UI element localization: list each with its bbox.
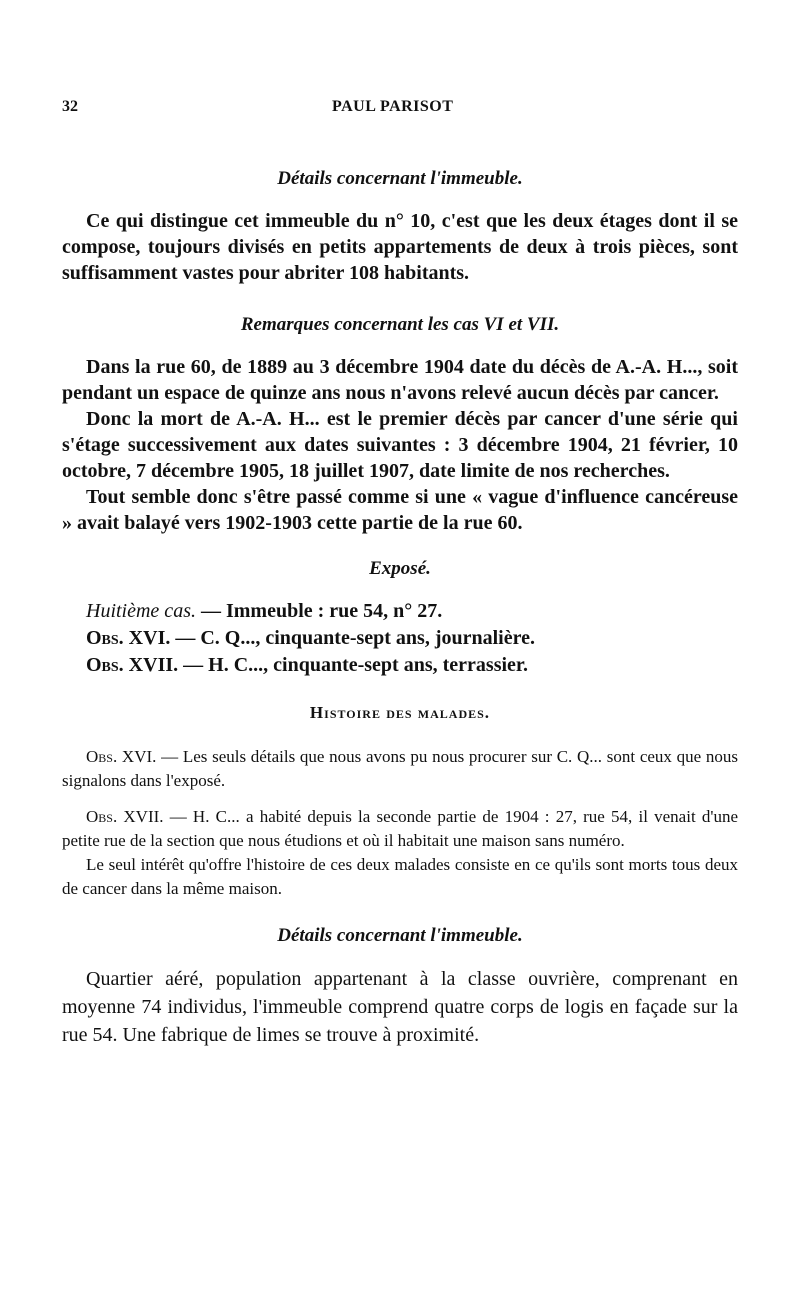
history-observation-17 [62, 805, 738, 853]
paragraph-building-details: Ce qui distingue cet immeuble du n° 10, c'est que les deux étages dont il se compose, toujours divisés en petits appartements de deux à trois pièces, sont suffisamment vastes pour abriter 108 habitants. [62, 210, 738, 284]
history-conclusion: Le seul intérêt qu'offre l'histoire de ces deux malades consiste en ce qu'ils sont morts tous deux de cancer dans la même maison. [62, 855, 738, 898]
history-text-17: — H. C... a habité depuis la seconde partie de 1904 : 27, rue 54, il venait d'une petite rue de la section que nous étudions et où il habitait une maison sans numéro. [62, 807, 738, 850]
observation-text-17: — H. C..., cinquante-sept ans, terrassier. [183, 654, 528, 676]
observation-text-16: — C. Q..., cinquante-sept ans, journalière. [175, 627, 535, 649]
observation-label-16: Obs. XVI. [86, 627, 171, 649]
observation-line-16 [62, 625, 738, 652]
history-observation-16 [62, 745, 738, 793]
paragraph-remarks-3: Tout semble donc s'être passé comme si une « vague d'influence cancéreuse » avait balayé vers 1902-1903 cette partie de la rue 60. [62, 486, 738, 534]
book-page [62, 98, 738, 1049]
paragraph-building-details-2: Quartier aéré, population appartenant à la classe ouvrière, comprenant en moyenne 74 individus, l'immeuble comprend quatre corps de logis en façade sur la rue 54. Une fabrique de limes se trouve à proximité. [62, 968, 738, 1046]
observation-label-17: Obs. XVII. [86, 654, 179, 676]
section-heading-remarks: Remarques concernant les cas VI et VII. [240, 314, 560, 335]
section-heading-building-details: Détails concernant l'immeuble. [277, 168, 523, 189]
case-text: — Immeuble : rue 54, n° 27. [200, 600, 443, 622]
running-head [62, 98, 738, 128]
case-label: Huitième cas. [86, 600, 196, 622]
history-label-17: Obs. XVII. [86, 807, 164, 826]
paragraph-remarks-1: Dans la rue 60, de 1889 au 3 décembre 1904 date du décès de A.-A. H..., soit pendant un espace de quinze ans nous n'avons relevé aucun décès par cancer. [62, 356, 738, 404]
section-heading-patient-history: Histoire des malades. [309, 703, 491, 722]
observation-line-17 [62, 652, 738, 679]
history-text-16: — Les seuls détails que nous avons pu nous procurer sur C. Q... sont ceux que nous signalons dans l'exposé. [62, 747, 738, 790]
page-number: 32 [62, 98, 78, 115]
running-title: PAUL PARISOT [332, 98, 454, 115]
history-label-16: Obs. XVI. [86, 747, 157, 766]
section-heading-expose: Exposé. [369, 558, 431, 579]
section-heading-building-details-2: Détails concernant l'immeuble. [277, 925, 523, 946]
paragraph-remarks-2: Donc la mort de A.-A. H... est le premier décès par cancer d'une série qui s'étage successivement aux dates suivantes : 3 décembre 1904, 21 février, 10 octobre, 7 décembre 1905, 18 juillet 1907, date limite de nos recherches. [62, 408, 738, 482]
case-line [62, 598, 738, 625]
